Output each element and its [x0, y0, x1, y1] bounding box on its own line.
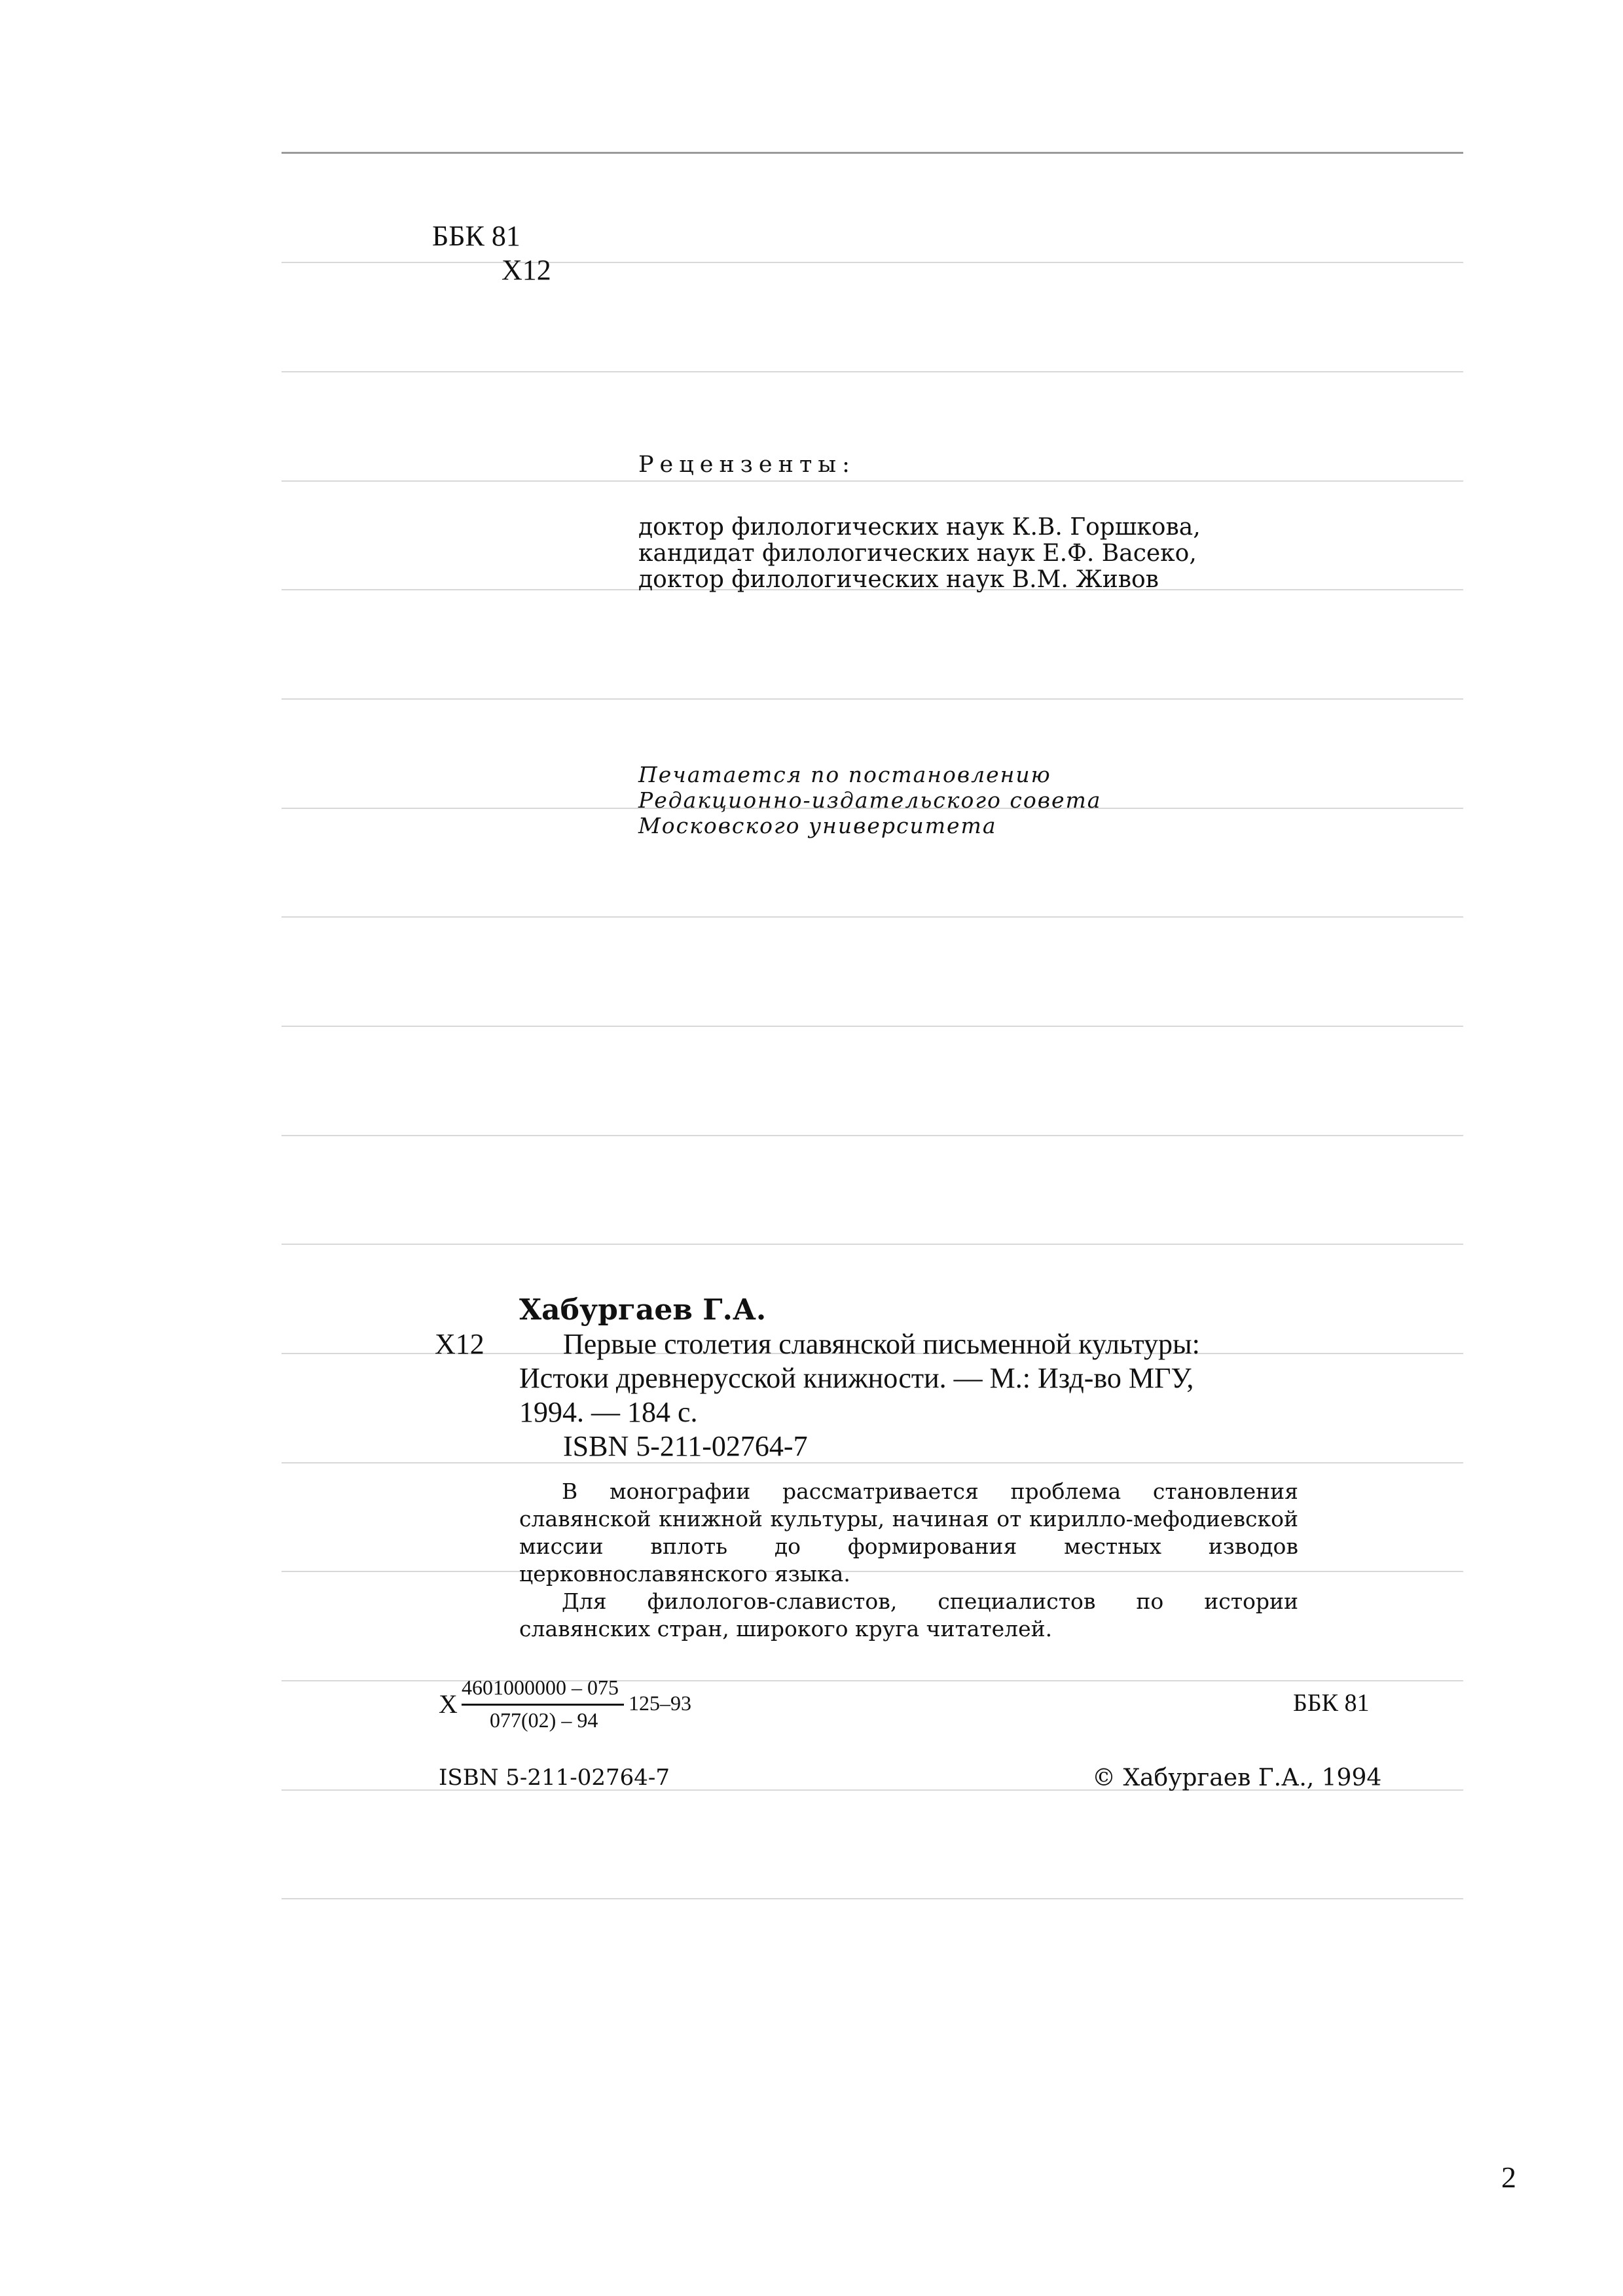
guide-line [282, 698, 1463, 700]
guide-line [282, 1898, 1463, 1899]
isbn-bottom: ISBN 5-211-02764-7 [439, 1765, 670, 1791]
author-code-top: Х12 [501, 254, 551, 286]
guide-line [282, 1026, 1463, 1027]
copyright-line: © Хабургаев Г.А., 1994 [1092, 1765, 1382, 1791]
audience-paragraph: Для филологов-славистов, специалистов по истории славянских стран, широкого круга читателей. [519, 1588, 1298, 1641]
book-title-line: Истоки древнерусской книжности. — М.: Изд-во МГУ, [519, 1362, 1194, 1394]
page-number: 2 [1501, 2161, 1516, 2194]
book-imprint-line: 1994. — 184 с. [519, 1396, 698, 1428]
book-isbn: ISBN 5-211-02764-7 [563, 1430, 808, 1462]
guide-line [282, 371, 1463, 372]
reviewer-line: доктор филологических наук К.В. Горшкова, [638, 514, 1201, 541]
abstract-paragraph: В монографии рассматривается проблема становления славянской книжной культуры, начиная от кирилло-мефодиевской миссии вплоть до формирования местных изводов церковнославянского языка. [519, 1479, 1298, 1587]
formula-denominator: 077(02) – 94 [490, 1708, 598, 1732]
guide-line [282, 480, 1463, 482]
publication-formula [439, 1676, 753, 1734]
book-title-line: Первые столетия славянской письменной культуры: [563, 1328, 1200, 1360]
publication-note-line: Печатается по постановлению [638, 762, 1051, 787]
formula-prefix: Х [439, 1689, 458, 1719]
book-author: Хабургаев Г.А. [519, 1293, 767, 1327]
reviewers-heading: Рецензенты: [638, 452, 856, 478]
formula-suffix: 125–93 [629, 1691, 691, 1715]
publication-note-line: Редакционно-издательского совета [638, 787, 1102, 813]
guide-line [282, 1462, 1463, 1463]
formula-numerator: 4601000000 – 075 [462, 1676, 619, 1699]
bbk-code-top: ББК 81 [432, 220, 520, 252]
reviewer-line: кандидат филологических наук Е.Ф. Васеко, [638, 540, 1197, 567]
guide-line [282, 916, 1463, 918]
publication-note-line: Московского университета [638, 813, 997, 838]
bbk-code-bottom: ББК 81 [1293, 1689, 1370, 1717]
guide-line [282, 1135, 1463, 1136]
guide-line [282, 1244, 1463, 1245]
reviewer-line: доктор филологических наук В.М. Живов [638, 566, 1159, 593]
top-rule [282, 152, 1463, 154]
book-code: Х12 [435, 1328, 484, 1360]
fraction-bar [462, 1704, 624, 1706]
guide-line [282, 262, 1463, 263]
